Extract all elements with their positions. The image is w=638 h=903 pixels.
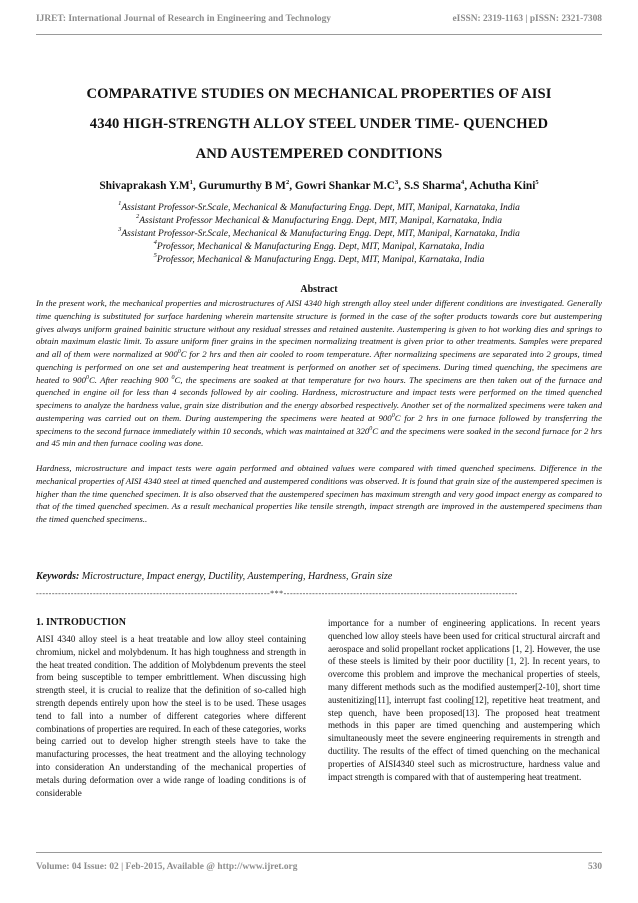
affil-text: Professor, Mechanical & Manufacturing Engg. Dept, MIT, Manipal, Karnataka, India	[156, 255, 485, 265]
affil-text: Assistant Professor Mechanical & Manufacturing Engg. Dept, MIT, Manipal, Karnataka, India	[139, 216, 503, 226]
author-separator: ,	[398, 180, 404, 192]
author-separator: ,	[289, 180, 295, 192]
author-affil-mark: 3	[395, 179, 399, 186]
author-separator: ,	[464, 180, 470, 192]
keywords-label: Keywords:	[36, 571, 80, 582]
paper-title	[36, 79, 602, 169]
abstract	[36, 297, 602, 526]
author-name: Shivaprakash Y.M	[99, 180, 190, 192]
author-affil-mark: 4	[460, 179, 465, 186]
affiliation-line	[36, 254, 602, 267]
author-name: S.S Sharma	[403, 180, 461, 192]
affil-text: Assistant Professor-Sr.Scale, Mechanical & Manufacturing Engg. Dept, MIT, Manipal, Karnataka, India	[121, 229, 520, 239]
author-name: Achutha Kini	[469, 180, 536, 192]
section-heading: 1. INTRODUCTION	[36, 617, 127, 628]
keywords-text: Microstructure, Impact energy, Ductility, Austempering, Hardness, Grain size	[79, 571, 393, 582]
title-line: 4340 HIGH-STRENGTH ALLOY STEEL UNDER TIME- QUENCHED	[89, 116, 549, 132]
author-name: Gurumurthy B M	[198, 180, 286, 192]
affiliations	[36, 202, 602, 267]
body-paragraph: importance for a number of engineering applications. In recent years quenched low alloy steels have been used for critical structural aircraft and aerospace and solid propellant rocket applications [1, 2]. However, the use of these steels is limited by their poor ductility [1, 2]. In recent years, to overcome this problem and improve the mechanical properties of steels, many different methods such as the modified austemper[2-10], short time austenitizing[11], interrupt fast cooling[12], repetitive heat treatment, and step quench, have been proposed[13]. The proposed heat treatment methods in this paper are timed quenching and austempering which simultaneously meet the severe engineering requirements in strength and ductility. The results of the effect of timed quenching on the mechanical properties of AISI4340 steel such as microstructure, hardness value and impact strength is compared with that of austempering heat treatment.	[328, 618, 600, 782]
affil-mark: 5	[153, 252, 157, 259]
header-rule	[36, 34, 602, 35]
running-header	[36, 14, 602, 28]
right-column	[328, 617, 600, 783]
title-line: AND AUSTEMPERED CONDITIONS	[195, 146, 443, 162]
author-list	[36, 180, 602, 192]
left-column	[36, 617, 306, 799]
affiliation-line	[36, 202, 602, 215]
author-affil-mark: 1	[189, 179, 193, 186]
affiliation-line	[36, 241, 602, 254]
section-separator: --------------------------------------------------------------------------***--------------------------------------------------------------------------	[36, 589, 518, 598]
affiliation-line	[36, 228, 602, 241]
author-affil-mark: 2	[285, 179, 290, 186]
affil-text: Professor, Mechanical & Manufacturing Engg. Dept, MIT, Manipal, Karnataka, India	[156, 242, 485, 252]
journal-name: IJRET: International Journal of Research in Engineering and Technology	[36, 14, 331, 24]
page-number: 530	[587, 862, 602, 872]
author-affil-mark: 5	[535, 179, 539, 186]
abstract-paragraph: In the present work, the mechanical properties and microstructures of AISI 4340 high strength alloy steel under different conditions are investigated. Generally time quenching is substituted for surface hardening wherein martensite structure is formed in the case of the softer products towards core but austempering gives always uniform grained bainitic structure without any residual stresses and retained austenite. Austempering is given to hot working dies and springs to obtain maximum elastic limit. To assure uniform finer grains in the specimen normalizing treatment is given prior to other treatments. Samples were prepared and all of them were normalized at $900^0C$ for 2 hrs and then air cooled to room temperature. After normalizing specimens are separated into 2 groups, timed quenching is performed on one set and austempering heat treatment is performed on another set of specimens. During timed quenching, the specimens are heated to $900^0C$. After reaching 900 $^0$C, the specimens are soaked at that temperature for two hours. The specimens are then taken out of the furnace and quenched in engine oil for less than 4 seconds followed by air cooling. Hardness, microstructure and impact tests were performed on the timed quenched specimens to analyze the hardness value, grain size distribution and the energy absorbed respectively. Another set of the normalized specimens were taken and austempering was carried out on them. During austempering the specimens were heated at $900^0C$ for 2 hrs in one furnace followed by transferring the specimens to the second furnace immediately within 10 seconds, which was maintained at $320^0C$ and the specimens were soaked in the second furnace for 2 hrs and 45 min and then furnace cooling was done.	[36, 298, 603, 449]
affil-mark: 2	[135, 213, 140, 220]
author-separator: ,	[192, 180, 199, 192]
keywords	[36, 571, 602, 582]
abstract-heading: Abstract	[300, 284, 338, 295]
affil-text: Assistant Professor-Sr.Scale, Mechanical & Manufacturing Engg. Dept, MIT, Manipal, Karnataka, India	[121, 203, 520, 213]
affil-mark: 1	[118, 200, 122, 207]
volume-info: Volume: 04 Issue: 02 | Feb-2015, Available @ http://www.ijret.org	[36, 862, 298, 872]
abstract-paragraph: Hardness, microstructure and impact tests were again performed and obtained values were compared with timed quenched specimens. Difference in the mechanical properties of AISI 4340 steel at timed quenched and austempered conditions was observed. It is found that grain size of the austempered specimen is higher than the time quenched specimen. It is also observed that the austempered specimen has maximum strength and very good impact energy as compared to that of the timed quenched specimen. As a result mechanical properties like tensile strength, impact strength are improved in the austempered specimens than the timed quenched specimens..	[36, 463, 602, 524]
author-name: Gowri Shankar M.C	[294, 180, 395, 192]
affil-mark: 3	[118, 226, 122, 233]
affil-mark: 4	[153, 239, 157, 246]
body-paragraph: AISI 4340 alloy steel is a heat treatable and low alloy steel containing chromium, nickel and molybdenum. It has high toughness and strength in the heat treated condition. The addition of Molybdenum prevents the steel from being susceptible to temper embrittlement. When discussing high strength steel, it is crucial to realize that the definition of so-called high strength depends entirely upon how the steel is to be used. These usages tend to fall into a number of different categories where different combinations of properties are required. In each of these categories, works being carried out to develop higher strength steels have to take the manufacturing processes, the heat treatment and the alloying technology into consideration An understanding of the mechanical properties of metals during deformation over a wide range of loading conditions is of considerable	[36, 634, 306, 798]
issn: eISSN: 2319-1163 | pISSN: 2321-7308	[452, 14, 602, 24]
title-line: COMPARATIVE STUDIES ON MECHANICAL PROPERTIES OF AISI	[86, 86, 552, 102]
footer-rule	[36, 852, 602, 853]
